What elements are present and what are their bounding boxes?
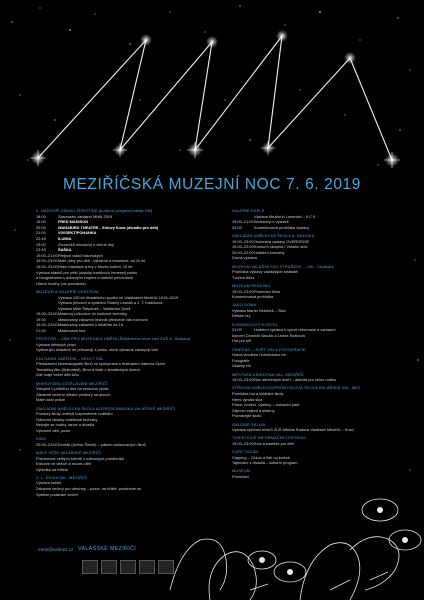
section-title: MĚSTSKÁ KNIHOVNA VAL. MEZIŘÍČÍ [232,371,304,377]
program-section [232,347,402,369]
schedule-time: 19:00 [36,219,46,225]
section-line: Vstupné v průběhu dne na venkovní ploše [36,386,109,392]
mmn-constellation-logo [0,0,424,180]
section-line: Vyhlídka na město [36,466,68,472]
schedule-time: 23:00 [36,241,46,247]
star-glow [113,143,127,157]
schedule-time: 18:00 [36,213,46,219]
schedule-item: Maskový průvodce do loutkové techniky [58,311,127,317]
section-line: Poznávejte školu [232,413,262,419]
schedule-item: Hrací instalace a hry v Muzeu kolem, 10 let [58,263,133,269]
schedule-time: 20:00–23:00 [36,441,58,447]
section-line: Ukázky vín [232,363,252,369]
program-section [232,264,402,281]
program-section [36,336,224,353]
schedule-time: 19:00–21:00 [232,219,254,225]
event-title: MEZIŘÍČSKÁ MUZEJNÍ NOC 7. 6. 2019 [62,176,361,193]
schedule-time: 19:30–23:00 [36,322,58,328]
schedule-item: Hudební výstava k výročí reformace a varhanní [254,327,336,333]
section-line: Hlavní hodiny (viz pozvánka) [36,280,86,286]
schedule-item: Výstava převzetí a vyrábění Rodiny Lesáků a J. T. Kadlíková [58,300,163,306]
section-title: MUZEUM REGIONU [232,282,271,288]
section-title: KINO [36,436,47,442]
schedule-item: Maskovaný zákazník technik předvede vás rozhovor [58,316,149,322]
schedule-item: Workshop k výstavě [254,219,289,225]
schedule-item: Maskovaný zákazník k lékařům na 18 [58,322,123,328]
star-glow [206,36,218,48]
partner-logo [158,560,174,574]
section-title: ZÁKLADNÍ UMĚLECKÁ ŠKOLA ALFRÉDA RADOKA VALAŠSKÉ MEZIŘÍČÍ [36,405,175,411]
schedule-item: ILUMIA [58,235,72,241]
schedule-row [232,250,402,256]
schedule-time: 21:00 [36,328,46,334]
schedule-time: 19:00–23:00 [232,377,254,383]
section-line: Výstava Martin Hlubiček – Sklo [232,307,286,313]
section-title: II. NÁDVOŘÍ ZÁMKU ŽEROTÍNŮ (kulturní program města VM) [36,208,153,213]
partner-logo [82,560,98,574]
program-section [36,356,224,378]
partner-logos [82,560,174,574]
section-title: MIKROFÓRA VZDĚLÁVÁNÍ MEZIŘÍČÍ [36,380,108,386]
section-line: Praxe, tvoření, výstavy – zahradní park [232,402,300,408]
schedule-row [232,225,402,231]
schedule-item: Výstava Mezikruh Lavendel – 9 C 5 [254,213,316,219]
section-line: Zábavné večerní dětské prostory na akcích [36,391,111,397]
section-title: PROSTOR – ZÁM PRO MUZEUM A UMĚNÍ (Štěfánkova ulice nad ZUŠ A. Radoka) [36,336,191,342]
schedule-time: 20:00 [36,224,46,230]
schedule-item: Hudební koncerty [254,249,285,255]
schedule-time: 21:00 [232,327,242,333]
section-line: Hra pro šíři [232,338,252,344]
schedule-item: Komentovaná prohlídka výstavy [254,224,310,230]
section-line: Výtvarné děti, pozor [36,427,71,433]
schedule-time: 20:00–22:00 [232,249,254,255]
section-line: Zájemci zájezd a sklárny [232,407,275,413]
section-title: VÍNEČKO – SVĚT VÍN A FOTOGRAFIE [232,346,306,352]
section-line: Tematický film (Animated), Brno a další v tematických kinech [36,366,141,372]
sneakers-illustration [150,440,424,600]
program-section [36,208,224,286]
section-line: Spěšné podávání večeří [36,491,78,497]
program-section [36,381,224,403]
section-title: JAKO DOMA [232,302,257,308]
section-line: Malé ruční práce [36,397,65,403]
schedule-time: 19:00–23:00 [232,440,254,446]
schedule-item: Dvořák (Arthur Šimek) – pásmo animovaných filmů [58,441,146,447]
section-line: Prohlídka hut a sklářské školy [232,390,284,396]
section-line: Prohlídka výstavy valašských strašidel [232,269,299,275]
schedule-item: Kvíz a soutěže pro děti [254,440,294,446]
schedule-time: 19:00–22:00 [232,244,254,250]
section-line: Tvořivá dílna [232,274,255,280]
section-line: Exkurze ve věžích a muzeu dětí [36,461,92,467]
section-line: Prezentace velkých klientů z odborných prostředků [36,455,124,461]
schedule-row [36,264,224,270]
section-line: Vystavující účastníci se přesunují z parku, které výtvarné zastupují tam [36,347,159,353]
schedule-time: 19:00–23:00 [232,288,254,294]
section-line: Tajemství z divadla – kulturní program [232,460,298,466]
schedule-row [232,377,402,383]
schedule-time: 22:45 [36,235,46,241]
program-section [232,302,402,319]
program-section [232,208,402,230]
contact-email[interactable]: mmn@valmez.cz [38,547,74,552]
program-section [232,233,402,261]
schedule-item: Výstava 100 let divadelního spolku ve Valašském Meziříčí 1919–2019 [58,294,179,300]
section-line: Prostory školy umělců rozprostřené vzdělání [36,411,113,417]
section-line: Capping – Cirkus a lidé na kolech [232,454,290,460]
schedule-item: VIVISEKT/POHANKA [58,230,97,236]
program-section [232,385,402,419]
star-glow [384,152,400,168]
schedule-time: 21:00 [36,230,46,236]
schedule-time: 19:00–23:00 [232,238,254,244]
partner-logo [139,560,155,574]
section-line: Promítání [232,474,249,480]
section-line: Výstava stánků pro pěší (ukázky tradičních řemesel) parku [36,269,137,275]
star-glow [276,30,288,42]
section-title: EVANGELICKÝ KOSTEL [232,321,279,327]
schedule-item: Slavnostní zahájení MMN 2019 [58,213,113,219]
star-glow [344,52,356,64]
section-title: CAFÉ TUCAN [232,449,259,455]
city-brand: VALAŠSKÉ MEZIŘÍČÍ [78,546,137,552]
section-title: ZÁKLADNÍ UMĚLECKÁ ŠKOLA A. RADOKA [232,232,315,238]
section-line: koncert Dominik Vaculík a Lenka Šnábová [232,332,305,338]
section-line: Zde hraje večer dětí kino [36,372,79,378]
schedule-item: Zvonečků mluvkový s věcné dny [58,241,115,247]
section-line: Odborné ukázky umělecké techniky [36,416,98,422]
section-title: GALERIE SKLIVA [232,421,266,427]
schedule-time: 23:45 [36,247,46,253]
section-line: Představení kinematografie filmů ze spolupráce s festivalem Valenza Open [36,361,166,367]
section-title: TURISTICKÉ INFORMAČNÍ CENTRUM [232,435,306,441]
section-line: Výstava dětských prací [36,341,77,347]
schedule-time: 19:00–23:00 [36,263,58,269]
schedule-item: Orchestra výstavy OVERDRIVE [254,238,310,244]
program-section [36,289,224,334]
schedule-time: 19:00–21:00 [36,252,58,258]
star-glow [140,34,152,46]
section-title: MUZEUM VALAŠSKÝCH STRAŠIDEL – VAL. Strašidla [232,263,334,269]
section-line: Hravá vinotéka Ochutnávka vín [232,352,287,358]
schedule-item: Malé dílny pro děti - výtvarné a řemeslné, od 10 let [58,258,146,264]
schedule-time: 19:30 [36,316,46,322]
program-section [232,422,402,433]
section-line: Nebojte se hudby, tance a divadla [36,422,95,428]
section-title: STŘEDNÍ UMĚLECKOPRŮMYSLOVÁ ŠKOLA SKLÁŘSKÁ VAL. MEZ. [232,385,362,391]
schedule-time: 22:00 [232,224,242,230]
program-section [232,372,402,383]
program-section [232,322,402,344]
schedule-item: Komorní skupina / Vokální sbor [254,244,308,250]
section-title: MUSEUM [232,468,251,474]
section-title: Z. L. DÍVKA VAL. MEZIŘÍČÍ [36,474,88,480]
section-title: MALÉ VĚŽE VALAŠSKÉ MEZIŘÍČÍ [36,449,102,455]
schedule-row [36,328,224,334]
section-title: MUZEUM A GALERIE CENTRUM [36,288,99,294]
program-section [36,406,224,434]
schedule-item: Noc otevřených dveří – aktivita pro celou rodinu [254,377,337,383]
schedule-item: Promítání filmu [254,288,281,294]
schedule-item: Přejezd vlaků historických [58,252,103,258]
schedule-time: 19:00–23:00 [36,311,58,317]
section-line: Dětské hry [232,313,251,319]
schedule-item: ŠAŠKA [58,247,72,253]
schedule-item: Výstava Mistr Štěpánek – Waldecke Quell [58,305,131,311]
section-line: Fotografie [232,357,250,363]
section-title: KULTURNÍ ZAŘÍZENÍ – VELKÝ SÁL [36,355,104,361]
schedule-item: Maskovaná tour [58,328,86,334]
star-glow [187,142,203,158]
section-line: Komentovaná prohlídka [232,294,274,300]
section-line: a fotografování s dobovými krojemi a dalšími pečovatelé [36,275,133,281]
section-line: Druhá výstava [232,255,257,261]
partner-logo [120,560,136,574]
section-line: Herní výroba skla [232,396,263,402]
program-section [232,283,402,300]
section-line: Výstava vyšívací mistrů ZUŠ Alfréda Radoka Valašské Meziříčí – Kraví [232,427,354,433]
section-line: Výstava koček [36,480,62,486]
section-line: Zábavné večery pro všechny – pozor, na hřiště, pozdravte se [36,486,142,492]
schedule-time: 19:00–23:00 [36,258,58,264]
section-title: GALERIE KAPLE [232,208,265,213]
schedule-item: WANABIRD THEATRE - Síňový Kuna (divadlo pro děti) [58,224,159,230]
partner-logo [101,560,117,574]
schedule-item: FRED MADISON [58,219,89,225]
